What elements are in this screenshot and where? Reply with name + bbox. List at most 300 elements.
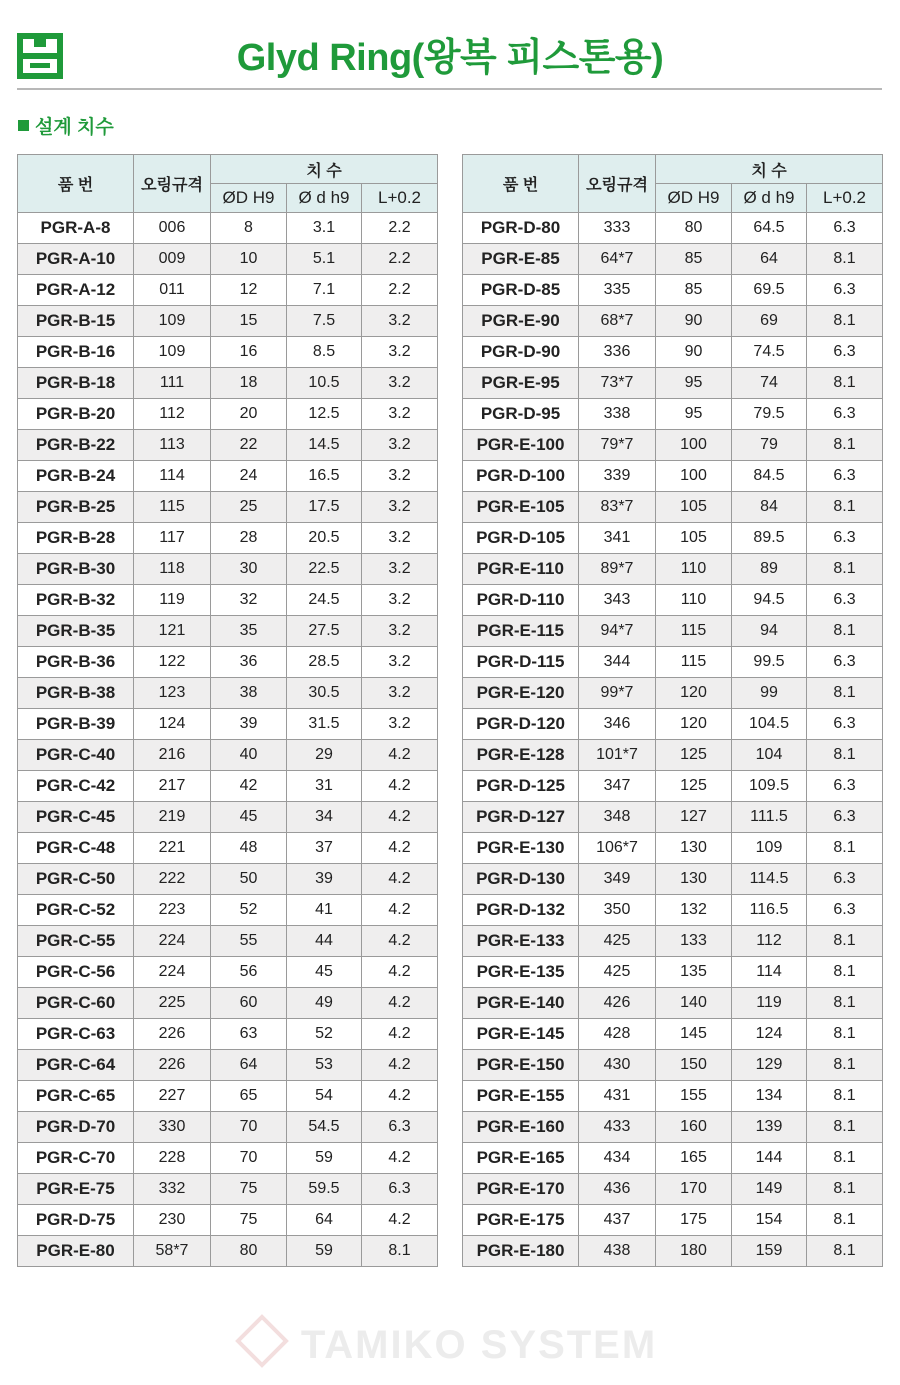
table-row bbox=[18, 213, 438, 244]
cell-bore-diameter: 100 bbox=[656, 461, 732, 492]
cell-bore-diameter: 95 bbox=[656, 399, 732, 430]
cell-groove-width: 4.2 bbox=[362, 1081, 438, 1112]
cell-groove-diameter: 34 bbox=[287, 802, 362, 833]
cell-groove-diameter: 28.5 bbox=[287, 647, 362, 678]
header-bore-diameter: ØD H9 bbox=[211, 184, 287, 213]
cell-groove-width: 3.2 bbox=[362, 430, 438, 461]
cell-groove-diameter: 79 bbox=[732, 430, 807, 461]
cell-groove-width: 3.2 bbox=[362, 461, 438, 492]
table-row bbox=[463, 523, 883, 554]
cell-oring: 228 bbox=[134, 1143, 211, 1174]
cell-groove-width: 2.2 bbox=[362, 244, 438, 275]
table-row bbox=[18, 523, 438, 554]
table-row bbox=[18, 1174, 438, 1205]
cell-bore-diameter: 90 bbox=[656, 306, 732, 337]
cell-oring: 109 bbox=[134, 306, 211, 337]
cell-part-no: PGR-D-90 bbox=[463, 337, 579, 368]
cell-groove-width: 6.3 bbox=[807, 864, 883, 895]
cell-groove-diameter: 79.5 bbox=[732, 399, 807, 430]
table-row bbox=[463, 554, 883, 585]
table-row bbox=[18, 1236, 438, 1267]
header-dimensions: 치 수 bbox=[211, 155, 438, 184]
cell-part-no: PGR-C-52 bbox=[18, 895, 134, 926]
cell-oring: 343 bbox=[579, 585, 656, 616]
cell-bore-diameter: 155 bbox=[656, 1081, 732, 1112]
cell-groove-diameter: 29 bbox=[287, 740, 362, 771]
table-row bbox=[18, 926, 438, 957]
cell-groove-diameter: 12.5 bbox=[287, 399, 362, 430]
cell-part-no: PGR-B-38 bbox=[18, 678, 134, 709]
table-row bbox=[463, 802, 883, 833]
table-row bbox=[18, 740, 438, 771]
cell-groove-width: 8.1 bbox=[807, 554, 883, 585]
cell-oring: 123 bbox=[134, 678, 211, 709]
cell-groove-diameter: 159 bbox=[732, 1236, 807, 1267]
cell-groove-width: 8.1 bbox=[807, 1236, 883, 1267]
cell-bore-diameter: 8 bbox=[211, 213, 287, 244]
table-row bbox=[463, 771, 883, 802]
cell-part-no: PGR-C-40 bbox=[18, 740, 134, 771]
cell-groove-width: 8.1 bbox=[807, 244, 883, 275]
table-row bbox=[463, 895, 883, 926]
cell-groove-width: 6.3 bbox=[807, 275, 883, 306]
cell-groove-width: 6.3 bbox=[807, 337, 883, 368]
cell-groove-width: 3.2 bbox=[362, 709, 438, 740]
table-row bbox=[463, 647, 883, 678]
cell-bore-diameter: 140 bbox=[656, 988, 732, 1019]
cell-oring: 226 bbox=[134, 1019, 211, 1050]
cell-groove-width: 4.2 bbox=[362, 1205, 438, 1236]
cell-groove-width: 6.3 bbox=[807, 895, 883, 926]
cell-groove-diameter: 20.5 bbox=[287, 523, 362, 554]
header-groove-diameter: Ø d h9 bbox=[732, 184, 807, 213]
table-row bbox=[463, 368, 883, 399]
cell-oring: 426 bbox=[579, 988, 656, 1019]
cell-part-no: PGR-B-32 bbox=[18, 585, 134, 616]
cell-bore-diameter: 20 bbox=[211, 399, 287, 430]
cell-groove-diameter: 10.5 bbox=[287, 368, 362, 399]
cell-part-no: PGR-B-18 bbox=[18, 368, 134, 399]
cell-part-no: PGR-D-95 bbox=[463, 399, 579, 430]
cell-groove-width: 3.2 bbox=[362, 399, 438, 430]
cell-part-no: PGR-D-132 bbox=[463, 895, 579, 926]
cell-oring: 224 bbox=[134, 926, 211, 957]
cell-oring: 224 bbox=[134, 957, 211, 988]
cell-part-no: PGR-D-110 bbox=[463, 585, 579, 616]
cell-oring: 64*7 bbox=[579, 244, 656, 275]
cell-oring: 332 bbox=[134, 1174, 211, 1205]
cell-groove-diameter: 22.5 bbox=[287, 554, 362, 585]
table-row bbox=[463, 957, 883, 988]
table-row bbox=[463, 1019, 883, 1050]
cell-groove-width: 4.2 bbox=[362, 1019, 438, 1050]
cell-groove-diameter: 59 bbox=[287, 1143, 362, 1174]
table-row bbox=[463, 1112, 883, 1143]
cell-oring: 339 bbox=[579, 461, 656, 492]
cell-part-no: PGR-E-105 bbox=[463, 492, 579, 523]
cell-oring: 114 bbox=[134, 461, 211, 492]
cell-groove-diameter: 30.5 bbox=[287, 678, 362, 709]
cell-oring: 99*7 bbox=[579, 678, 656, 709]
cell-groove-diameter: 104.5 bbox=[732, 709, 807, 740]
cell-oring: 011 bbox=[134, 275, 211, 306]
cell-oring: 115 bbox=[134, 492, 211, 523]
header-part-no: 품 번 bbox=[463, 155, 579, 213]
spec-table-left bbox=[17, 154, 438, 1267]
cell-oring: 226 bbox=[134, 1050, 211, 1081]
cell-groove-width: 4.2 bbox=[362, 926, 438, 957]
table-row bbox=[463, 585, 883, 616]
cell-groove-width: 4.2 bbox=[362, 957, 438, 988]
cell-part-no: PGR-D-125 bbox=[463, 771, 579, 802]
table-row bbox=[18, 709, 438, 740]
table-row bbox=[18, 833, 438, 864]
cell-part-no: PGR-E-120 bbox=[463, 678, 579, 709]
cell-groove-diameter: 59.5 bbox=[287, 1174, 362, 1205]
table-row bbox=[463, 275, 883, 306]
cell-bore-diameter: 18 bbox=[211, 368, 287, 399]
table-row bbox=[18, 461, 438, 492]
cell-groove-diameter: 3.1 bbox=[287, 213, 362, 244]
table-row bbox=[18, 492, 438, 523]
header-part-no: 품 번 bbox=[18, 155, 134, 213]
cell-bore-diameter: 12 bbox=[211, 275, 287, 306]
cell-part-no: PGR-E-110 bbox=[463, 554, 579, 585]
table-row bbox=[18, 244, 438, 275]
cell-groove-width: 8.1 bbox=[807, 306, 883, 337]
cell-part-no: PGR-E-160 bbox=[463, 1112, 579, 1143]
cell-groove-diameter: 134 bbox=[732, 1081, 807, 1112]
cell-part-no: PGR-B-28 bbox=[18, 523, 134, 554]
cell-part-no: PGR-E-180 bbox=[463, 1236, 579, 1267]
cell-groove-width: 4.2 bbox=[362, 1050, 438, 1081]
cell-oring: 349 bbox=[579, 864, 656, 895]
cell-bore-diameter: 145 bbox=[656, 1019, 732, 1050]
table-row bbox=[463, 1174, 883, 1205]
cell-part-no: PGR-D-130 bbox=[463, 864, 579, 895]
cell-part-no: PGR-B-36 bbox=[18, 647, 134, 678]
cell-groove-diameter: 59 bbox=[287, 1236, 362, 1267]
cell-oring: 009 bbox=[134, 244, 211, 275]
cell-oring: 109 bbox=[134, 337, 211, 368]
cell-groove-width: 8.1 bbox=[362, 1236, 438, 1267]
cell-bore-diameter: 180 bbox=[656, 1236, 732, 1267]
cell-groove-diameter: 37 bbox=[287, 833, 362, 864]
table-row bbox=[18, 647, 438, 678]
cell-groove-diameter: 74.5 bbox=[732, 337, 807, 368]
cell-oring: 338 bbox=[579, 399, 656, 430]
cell-bore-diameter: 50 bbox=[211, 864, 287, 895]
cell-part-no: PGR-E-100 bbox=[463, 430, 579, 461]
cell-groove-width: 4.2 bbox=[362, 833, 438, 864]
cell-oring: 124 bbox=[134, 709, 211, 740]
table-row bbox=[18, 864, 438, 895]
cell-part-no: PGR-A-10 bbox=[18, 244, 134, 275]
table-row bbox=[18, 585, 438, 616]
cell-bore-diameter: 16 bbox=[211, 337, 287, 368]
cell-groove-width: 3.2 bbox=[362, 647, 438, 678]
table-row bbox=[18, 895, 438, 926]
cell-bore-diameter: 48 bbox=[211, 833, 287, 864]
cell-oring: 336 bbox=[579, 337, 656, 368]
cell-oring: 222 bbox=[134, 864, 211, 895]
cell-bore-diameter: 170 bbox=[656, 1174, 732, 1205]
cell-groove-diameter: 69 bbox=[732, 306, 807, 337]
cell-part-no: PGR-B-15 bbox=[18, 306, 134, 337]
cell-groove-width: 6.3 bbox=[807, 585, 883, 616]
cell-bore-diameter: 40 bbox=[211, 740, 287, 771]
cell-groove-width: 8.1 bbox=[807, 926, 883, 957]
cell-oring: 89*7 bbox=[579, 554, 656, 585]
cell-groove-width: 3.2 bbox=[362, 678, 438, 709]
cell-part-no: PGR-C-48 bbox=[18, 833, 134, 864]
cell-groove-diameter: 149 bbox=[732, 1174, 807, 1205]
cell-bore-diameter: 38 bbox=[211, 678, 287, 709]
cell-bore-diameter: 125 bbox=[656, 740, 732, 771]
cell-oring: 330 bbox=[134, 1112, 211, 1143]
cell-bore-diameter: 65 bbox=[211, 1081, 287, 1112]
cell-groove-diameter: 124 bbox=[732, 1019, 807, 1050]
cell-oring: 225 bbox=[134, 988, 211, 1019]
cell-groove-diameter: 64 bbox=[287, 1205, 362, 1236]
cell-groove-diameter: 111.5 bbox=[732, 802, 807, 833]
header-groove-width: L+0.2 bbox=[807, 184, 883, 213]
cell-groove-diameter: 27.5 bbox=[287, 616, 362, 647]
cell-bore-diameter: 127 bbox=[656, 802, 732, 833]
cell-part-no: PGR-E-175 bbox=[463, 1205, 579, 1236]
header-bore-diameter: ØD H9 bbox=[656, 184, 732, 213]
cell-oring: 437 bbox=[579, 1205, 656, 1236]
table-row bbox=[463, 399, 883, 430]
cell-part-no: PGR-E-95 bbox=[463, 368, 579, 399]
cell-oring: 122 bbox=[134, 647, 211, 678]
cell-bore-diameter: 105 bbox=[656, 492, 732, 523]
cell-bore-diameter: 120 bbox=[656, 709, 732, 740]
cell-oring: 118 bbox=[134, 554, 211, 585]
cell-bore-diameter: 130 bbox=[656, 833, 732, 864]
cell-groove-width: 6.3 bbox=[807, 709, 883, 740]
cell-groove-diameter: 99 bbox=[732, 678, 807, 709]
cell-groove-width: 6.3 bbox=[362, 1174, 438, 1205]
cell-part-no: PGR-E-155 bbox=[463, 1081, 579, 1112]
table-row bbox=[18, 430, 438, 461]
cell-groove-width: 6.3 bbox=[807, 802, 883, 833]
cell-part-no: PGR-C-70 bbox=[18, 1143, 134, 1174]
table-row bbox=[463, 492, 883, 523]
cell-bore-diameter: 115 bbox=[656, 647, 732, 678]
cell-groove-width: 8.1 bbox=[807, 492, 883, 523]
cell-groove-width: 4.2 bbox=[362, 771, 438, 802]
cell-oring: 006 bbox=[134, 213, 211, 244]
table-row bbox=[18, 771, 438, 802]
cell-groove-diameter: 94.5 bbox=[732, 585, 807, 616]
cell-groove-width: 6.3 bbox=[362, 1112, 438, 1143]
cell-groove-diameter: 89.5 bbox=[732, 523, 807, 554]
cell-bore-diameter: 175 bbox=[656, 1205, 732, 1236]
cell-oring: 68*7 bbox=[579, 306, 656, 337]
table-row bbox=[463, 1081, 883, 1112]
table-row bbox=[463, 1205, 883, 1236]
cell-part-no: PGR-E-145 bbox=[463, 1019, 579, 1050]
cell-oring: 121 bbox=[134, 616, 211, 647]
cell-groove-diameter: 144 bbox=[732, 1143, 807, 1174]
title-divider bbox=[17, 88, 882, 90]
cell-bore-diameter: 130 bbox=[656, 864, 732, 895]
table-row bbox=[18, 368, 438, 399]
cell-bore-diameter: 80 bbox=[656, 213, 732, 244]
cell-bore-diameter: 70 bbox=[211, 1143, 287, 1174]
cell-groove-width: 6.3 bbox=[807, 461, 883, 492]
cell-groove-diameter: 31.5 bbox=[287, 709, 362, 740]
cell-oring: 425 bbox=[579, 926, 656, 957]
cell-bore-diameter: 135 bbox=[656, 957, 732, 988]
cell-groove-width: 3.2 bbox=[362, 523, 438, 554]
cell-groove-width: 3.2 bbox=[362, 368, 438, 399]
cell-part-no: PGR-E-128 bbox=[463, 740, 579, 771]
cell-groove-width: 4.2 bbox=[362, 864, 438, 895]
table-row bbox=[18, 616, 438, 647]
cell-bore-diameter: 115 bbox=[656, 616, 732, 647]
cell-groove-width: 8.1 bbox=[807, 1112, 883, 1143]
cell-part-no: PGR-E-170 bbox=[463, 1174, 579, 1205]
cell-oring: 438 bbox=[579, 1236, 656, 1267]
cell-part-no: PGR-E-140 bbox=[463, 988, 579, 1019]
cell-bore-diameter: 52 bbox=[211, 895, 287, 926]
cell-bore-diameter: 60 bbox=[211, 988, 287, 1019]
cell-groove-diameter: 114.5 bbox=[732, 864, 807, 895]
table-row bbox=[18, 1050, 438, 1081]
cell-oring: 230 bbox=[134, 1205, 211, 1236]
cell-oring: 430 bbox=[579, 1050, 656, 1081]
table-row bbox=[463, 430, 883, 461]
cell-groove-diameter: 54 bbox=[287, 1081, 362, 1112]
cell-oring: 434 bbox=[579, 1143, 656, 1174]
cell-oring: 428 bbox=[579, 1019, 656, 1050]
cell-bore-diameter: 165 bbox=[656, 1143, 732, 1174]
header-dimensions: 치 수 bbox=[656, 155, 883, 184]
cell-oring: 112 bbox=[134, 399, 211, 430]
header-groove-diameter: Ø d h9 bbox=[287, 184, 362, 213]
cell-part-no: PGR-B-25 bbox=[18, 492, 134, 523]
cell-groove-width: 3.2 bbox=[362, 585, 438, 616]
cell-groove-diameter: 16.5 bbox=[287, 461, 362, 492]
cell-part-no: PGR-A-8 bbox=[18, 213, 134, 244]
cell-bore-diameter: 63 bbox=[211, 1019, 287, 1050]
watermark bbox=[0, 1322, 900, 1368]
cell-bore-diameter: 35 bbox=[211, 616, 287, 647]
cell-groove-diameter: 89 bbox=[732, 554, 807, 585]
cell-bore-diameter: 95 bbox=[656, 368, 732, 399]
cell-groove-width: 4.2 bbox=[362, 1143, 438, 1174]
cell-bore-diameter: 42 bbox=[211, 771, 287, 802]
cell-groove-width: 8.1 bbox=[807, 988, 883, 1019]
table-row bbox=[18, 554, 438, 585]
cell-groove-width: 6.3 bbox=[807, 771, 883, 802]
cell-groove-diameter: 7.5 bbox=[287, 306, 362, 337]
cell-groove-diameter: 69.5 bbox=[732, 275, 807, 306]
cell-groove-diameter: 14.5 bbox=[287, 430, 362, 461]
section-heading bbox=[18, 112, 114, 139]
cell-part-no: PGR-C-65 bbox=[18, 1081, 134, 1112]
cell-groove-width: 3.2 bbox=[362, 616, 438, 647]
table-row bbox=[18, 275, 438, 306]
cell-part-no: PGR-E-165 bbox=[463, 1143, 579, 1174]
cell-oring: 221 bbox=[134, 833, 211, 864]
cell-oring: 113 bbox=[134, 430, 211, 461]
cell-oring: 111 bbox=[134, 368, 211, 399]
table-row bbox=[463, 306, 883, 337]
cell-part-no: PGR-C-50 bbox=[18, 864, 134, 895]
cell-part-no: PGR-B-16 bbox=[18, 337, 134, 368]
cell-groove-width: 6.3 bbox=[807, 213, 883, 244]
page-title: Glyd Ring(왕복 피스톤용) bbox=[236, 37, 664, 79]
table-row bbox=[18, 337, 438, 368]
cell-part-no: PGR-D-127 bbox=[463, 802, 579, 833]
cell-oring: 350 bbox=[579, 895, 656, 926]
cell-oring: 431 bbox=[579, 1081, 656, 1112]
header-oring: 오링규격 bbox=[134, 155, 211, 213]
cell-groove-width: 3.2 bbox=[362, 337, 438, 368]
cell-part-no: PGR-B-24 bbox=[18, 461, 134, 492]
cell-part-no: PGR-E-150 bbox=[463, 1050, 579, 1081]
cell-oring: 106*7 bbox=[579, 833, 656, 864]
square-bullet-icon bbox=[18, 120, 29, 131]
cell-part-no: PGR-D-100 bbox=[463, 461, 579, 492]
cell-groove-width: 8.1 bbox=[807, 678, 883, 709]
cell-oring: 223 bbox=[134, 895, 211, 926]
table-row bbox=[463, 337, 883, 368]
table-row bbox=[18, 1081, 438, 1112]
cell-groove-width: 8.1 bbox=[807, 616, 883, 647]
cell-bore-diameter: 133 bbox=[656, 926, 732, 957]
cell-groove-diameter: 54.5 bbox=[287, 1112, 362, 1143]
cell-part-no: PGR-E-85 bbox=[463, 244, 579, 275]
cell-groove-width: 8.1 bbox=[807, 833, 883, 864]
cell-groove-diameter: 74 bbox=[732, 368, 807, 399]
cell-part-no: PGR-C-56 bbox=[18, 957, 134, 988]
cell-part-no: PGR-B-39 bbox=[18, 709, 134, 740]
cell-groove-diameter: 31 bbox=[287, 771, 362, 802]
table-row bbox=[463, 616, 883, 647]
table-row bbox=[18, 1143, 438, 1174]
cell-bore-diameter: 85 bbox=[656, 244, 732, 275]
table-row bbox=[463, 833, 883, 864]
cell-groove-diameter: 49 bbox=[287, 988, 362, 1019]
cell-part-no: PGR-A-12 bbox=[18, 275, 134, 306]
cell-groove-diameter: 53 bbox=[287, 1050, 362, 1081]
cell-bore-diameter: 75 bbox=[211, 1174, 287, 1205]
cell-groove-diameter: 116.5 bbox=[732, 895, 807, 926]
cell-groove-diameter: 24.5 bbox=[287, 585, 362, 616]
cell-part-no: PGR-B-35 bbox=[18, 616, 134, 647]
cell-groove-diameter: 64 bbox=[732, 244, 807, 275]
cell-groove-diameter: 109 bbox=[732, 833, 807, 864]
cell-bore-diameter: 56 bbox=[211, 957, 287, 988]
spec-table-right bbox=[462, 154, 883, 1267]
cell-groove-diameter: 99.5 bbox=[732, 647, 807, 678]
cell-oring: 436 bbox=[579, 1174, 656, 1205]
cell-part-no: PGR-D-75 bbox=[18, 1205, 134, 1236]
cell-bore-diameter: 36 bbox=[211, 647, 287, 678]
cell-bore-diameter: 70 bbox=[211, 1112, 287, 1143]
cell-oring: 341 bbox=[579, 523, 656, 554]
cell-part-no: PGR-E-90 bbox=[463, 306, 579, 337]
cell-groove-width: 8.1 bbox=[807, 1081, 883, 1112]
cell-groove-diameter: 139 bbox=[732, 1112, 807, 1143]
cell-groove-width: 6.3 bbox=[807, 399, 883, 430]
cell-groove-width: 8.1 bbox=[807, 1174, 883, 1205]
table-row bbox=[463, 864, 883, 895]
